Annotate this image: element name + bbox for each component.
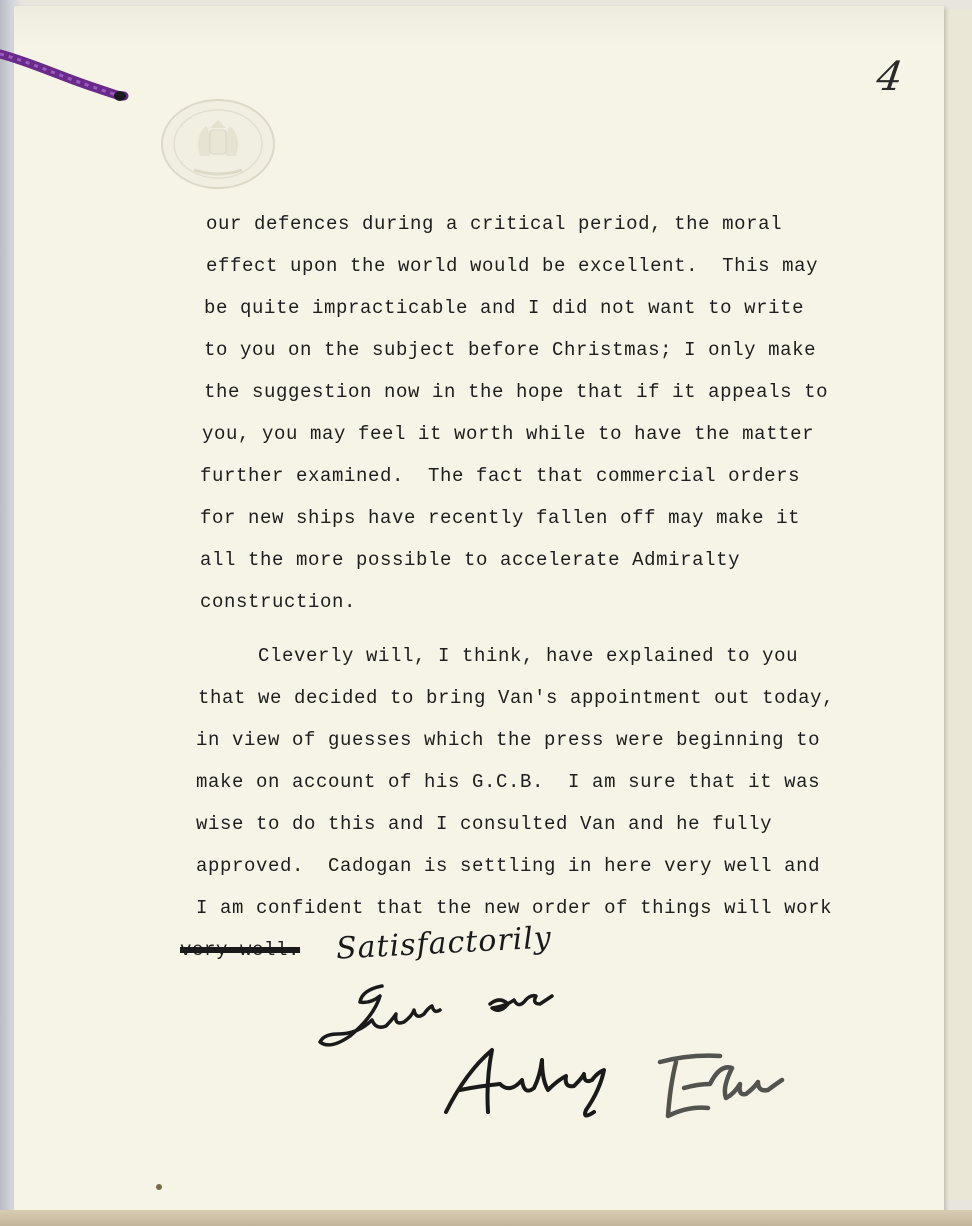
text-line: in view of guesses which the press were beginning to xyxy=(196,729,821,751)
paper-blemish xyxy=(156,1184,162,1190)
text-line: construction. xyxy=(200,591,357,613)
text-line: to you on the subject before Christmas; I only make xyxy=(204,339,817,361)
text-line: for new ships have recently fallen off may make it xyxy=(200,507,801,529)
text-line: make on account of his G.C.B. I am sure that it was xyxy=(196,771,821,793)
text-line: our defences during a critical period, the moral xyxy=(206,213,783,235)
signature xyxy=(440,1042,820,1142)
treasury-tag-string xyxy=(0,40,130,110)
text-line: wise to do this and I consulted Van and he fully xyxy=(196,813,773,835)
text-line: you, you may feel it worth while to have the matter xyxy=(202,423,815,445)
text-line: I am confident that the new order of things will work xyxy=(196,897,833,919)
text-line: Cleverly will, I think, have explained to you xyxy=(258,645,799,667)
embossed-seal xyxy=(160,98,276,190)
page-number: 4 xyxy=(873,54,906,100)
text-line: all the more possible to accelerate Admiralty xyxy=(200,549,741,571)
text-line: approved. Cadogan is settling in here very well and xyxy=(196,855,821,877)
text-line: that we decided to bring Van's appointment out today, xyxy=(198,687,835,709)
text-line: be quite impracticable and I did not want to write xyxy=(204,297,805,319)
text-line: further examined. The fact that commercial orders xyxy=(200,465,801,487)
folder-edge xyxy=(0,1210,972,1226)
text-line: the suggestion now in the hope that if it appeals to xyxy=(204,381,829,403)
struck-text: very well. xyxy=(180,939,301,961)
text-line: effect upon the world would be excellent. This may xyxy=(206,255,819,277)
handwritten-correction: Satisfactorily xyxy=(335,920,553,967)
